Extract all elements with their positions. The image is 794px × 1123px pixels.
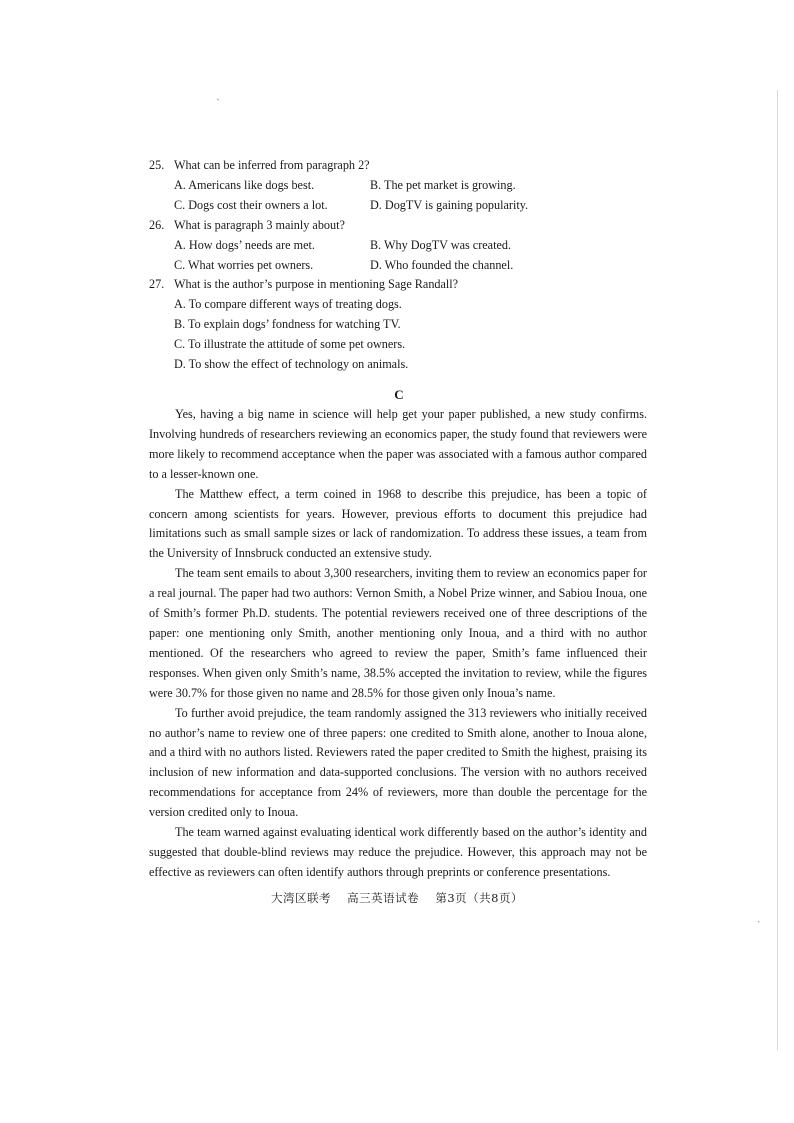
question-text: What is the author’s purpose in mentioning Sage Randall?	[174, 277, 459, 292]
question-27	[149, 275, 649, 375]
question-list	[149, 156, 649, 375]
passage-paragraph: The team sent emails to about 3,300 researchers, inviting them to review an economics paper for a real journal. The paper had two authors: Vernon Smith, a Nobel Prize winner, and Sabiou Inoua, one of Smith’s former Ph.D. students. The potential reviewers received one of three descriptions of the paper: one mentioning only Smith, another mentioning only Inoua, and a third with no author mentioned. Of the researchers who agreed to review the paper, Smith’s fame influenced their responses. When given only Smith’s name, 38.5% accepted the invitation to review, while the figures were 30.7% for those given no name and 28.5% for those given only Inoua’s name.	[149, 566, 647, 700]
section-heading: C	[394, 387, 404, 402]
question-text: What is paragraph 3 mainly about?	[174, 217, 345, 232]
passage-paragraph: The team warned against evaluating identical work differently based on the author’s identity and suggested that double-blind reviews may reduce the prejudice. However, this approach may not be effective as reviewers can often identify authors through preprints or conference presentations.	[149, 825, 647, 879]
option-row	[174, 236, 649, 256]
passage-paragraph: The Matthew effect, a term coined in 1968 to describe this prejudice, has been a topic of concern among scientists for years. However, previous efforts to document this prejudice had limitations such as small sample sizes or lack of randomization. To address these issues, a team from the University of Innsbruck conducted an extensive study.	[149, 486, 647, 561]
option-group	[149, 176, 649, 216]
page-footer	[0, 890, 794, 906]
passage-paragraph: Yes, having a big name in science will help get your paper published, a new study confirms. Involving hundreds of researchers reviewing an economics paper, the study found that reviewers were more likely to recommend acceptance when the paper was associated with a famous author compared to a lesser-known one.	[149, 407, 647, 481]
option-c: C. To illustrate the attitude of some pet owners.	[174, 337, 406, 352]
option-d: D. Who founded the channel.	[370, 257, 514, 272]
option-group	[149, 236, 649, 276]
option-row	[174, 196, 649, 216]
option-c: C. Dogs cost their owners a lot.	[174, 197, 328, 212]
option-row	[174, 256, 649, 276]
reading-passage	[149, 405, 647, 883]
option-row	[174, 176, 649, 196]
option-c: C. What worries pet owners.	[174, 257, 314, 272]
scan-edge-line	[777, 90, 778, 1050]
option-a: A. How dogs’ needs are met.	[174, 237, 315, 252]
question-stem	[149, 156, 649, 176]
scan-speck: ˴	[757, 916, 761, 927]
question-stem	[149, 216, 649, 236]
page-number: 第3页（共8页）	[435, 891, 523, 905]
option-b: B. The pet market is growing.	[370, 177, 516, 192]
option-d: D. To show the effect of technology on animals.	[174, 357, 409, 372]
option-b: B. To explain dogs’ fondness for watching TV.	[174, 317, 401, 332]
scan-speck: ˎ	[216, 90, 221, 101]
question-number: 27.	[149, 277, 165, 292]
paper-title: 高三英语试卷	[347, 891, 420, 905]
option-a: A. Americans like dogs best.	[174, 177, 315, 192]
question-number: 26.	[149, 217, 165, 232]
option-d: D. DogTV is gaining popularity.	[370, 197, 529, 212]
exam-name: 大湾区联考	[271, 891, 332, 905]
passage-paragraph: To further avoid prejudice, the team randomly assigned the 313 reviewers who initially received no author’s name to review one of three papers: one credited to Smith alone, another to Inoua alone, and a third with no authors listed. Reviewers rated the paper credited to Smith the highest, praising its inclusion of new information and data-supported conclusions. The version with no authors received recommendations for acceptance from 24% of reviewers, more than double the percentage for the version credited only to Inoua.	[149, 705, 647, 820]
question-26	[149, 216, 649, 276]
question-stem	[149, 275, 649, 295]
option-a: A. To compare different ways of treating dogs.	[174, 297, 402, 312]
question-text: What can be inferred from paragraph 2?	[174, 158, 370, 172]
option-group	[149, 295, 649, 375]
question-25	[149, 156, 649, 216]
question-number: 25.	[149, 158, 165, 172]
option-b: B. Why DogTV was created.	[370, 237, 512, 252]
